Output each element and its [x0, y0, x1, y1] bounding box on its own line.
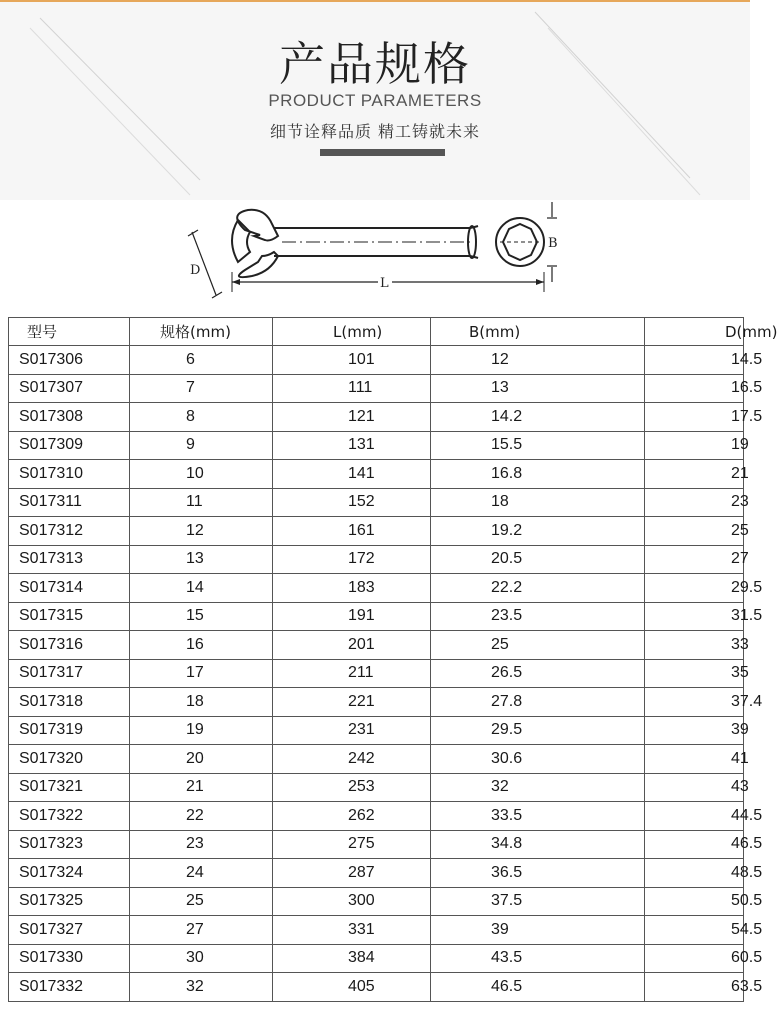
- table-header-row: [9, 318, 744, 346]
- table-row: [9, 973, 744, 1002]
- cell-d: 43: [645, 773, 744, 802]
- cell-d: 50.5: [645, 887, 744, 916]
- cell-size: 8: [130, 403, 273, 432]
- wrench-handle: [274, 226, 478, 258]
- table-row: [9, 944, 744, 973]
- table-row: [9, 887, 744, 916]
- cell-model: S017317: [9, 659, 130, 688]
- table-row: [9, 745, 744, 774]
- cell-length: 262: [273, 802, 431, 831]
- cell-d: 39: [645, 716, 744, 745]
- table-row: [9, 659, 744, 688]
- cell-length: 101: [273, 346, 431, 375]
- table-row: [9, 859, 744, 888]
- cell-length: 253: [273, 773, 431, 802]
- table-row: [9, 431, 744, 460]
- cell-model: S017332: [9, 973, 130, 1002]
- cell-length: 183: [273, 574, 431, 603]
- cell-model: S017315: [9, 602, 130, 631]
- cell-size: 14: [130, 574, 273, 603]
- cell-d: 46.5: [645, 830, 744, 859]
- cell-size: 16: [130, 631, 273, 660]
- cell-b: 30.6: [431, 745, 645, 774]
- dimension-b-label: B: [548, 236, 558, 251]
- header-length: L(mm): [273, 318, 431, 346]
- cell-b: 22.2: [431, 574, 645, 603]
- cell-d: 37.4: [645, 688, 744, 717]
- cell-model: S017314: [9, 574, 130, 603]
- cell-model: S017323: [9, 830, 130, 859]
- cell-length: 287: [273, 859, 431, 888]
- cell-b: 13: [431, 374, 645, 403]
- table-row: [9, 545, 744, 574]
- cell-model: S017309: [9, 431, 130, 460]
- table-body: [9, 346, 763, 1002]
- cell-length: 242: [273, 745, 431, 774]
- header-b: B(mm): [431, 318, 645, 346]
- table-row: [9, 574, 744, 603]
- cell-size: 30: [130, 944, 273, 973]
- table-row: [9, 773, 744, 802]
- cell-length: 275: [273, 830, 431, 859]
- cell-d: 48.5: [645, 859, 744, 888]
- cell-length: 231: [273, 716, 431, 745]
- cell-model: S017322: [9, 802, 130, 831]
- cell-b: 46.5: [431, 973, 645, 1002]
- cell-size: 17: [130, 659, 273, 688]
- cell-model: S017324: [9, 859, 130, 888]
- cell-size: 20: [130, 745, 273, 774]
- cell-model: S017319: [9, 716, 130, 745]
- cell-model: S017310: [9, 460, 130, 489]
- table-row: [9, 374, 744, 403]
- table-row: [9, 460, 744, 489]
- cell-length: 300: [273, 887, 431, 916]
- cell-length: 131: [273, 431, 431, 460]
- dimension-d-label: D: [190, 263, 201, 278]
- cell-b: 14.2: [431, 403, 645, 432]
- cell-d: 54.5: [645, 916, 744, 945]
- cell-d: 41: [645, 745, 744, 774]
- cell-model: S017306: [9, 346, 130, 375]
- cell-b: 12: [431, 346, 645, 375]
- table-row: [9, 688, 744, 717]
- cell-size: 27: [130, 916, 273, 945]
- cell-b: 16.8: [431, 460, 645, 489]
- cell-d: 63.5: [645, 973, 744, 1002]
- cell-length: 191: [273, 602, 431, 631]
- cell-size: 32: [130, 973, 273, 1002]
- cell-size: 13: [130, 545, 273, 574]
- header-model: 型号: [9, 318, 130, 346]
- cell-b: 32: [431, 773, 645, 802]
- cell-length: 405: [273, 973, 431, 1002]
- cell-length: 121: [273, 403, 431, 432]
- cell-b: 20.5: [431, 545, 645, 574]
- header-banner: [0, 0, 750, 200]
- cell-model: S017307: [9, 374, 130, 403]
- cell-d: 25: [645, 517, 744, 546]
- cell-d: 44.5: [645, 802, 744, 831]
- cell-size: 19: [130, 716, 273, 745]
- table-row: [9, 403, 744, 432]
- cell-b: 39: [431, 916, 645, 945]
- cell-size: 15: [130, 602, 273, 631]
- cell-size: 7: [130, 374, 273, 403]
- cell-model: S017308: [9, 403, 130, 432]
- cell-length: 111: [273, 374, 431, 403]
- cell-length: 141: [273, 460, 431, 489]
- cell-length: 161: [273, 517, 431, 546]
- cell-d: 14.5: [645, 346, 744, 375]
- cell-b: 33.5: [431, 802, 645, 831]
- cell-model: S017320: [9, 745, 130, 774]
- cell-length: 221: [273, 688, 431, 717]
- cell-b: 19.2: [431, 517, 645, 546]
- table-row: [9, 346, 744, 375]
- cell-length: 331: [273, 916, 431, 945]
- cell-size: 23: [130, 830, 273, 859]
- cell-size: 22: [130, 802, 273, 831]
- table-row: [9, 631, 744, 660]
- table-row: [9, 916, 744, 945]
- table-row: [9, 716, 744, 745]
- cell-model: S017312: [9, 517, 130, 546]
- table-row: [9, 602, 744, 631]
- cell-d: 60.5: [645, 944, 744, 973]
- cell-size: 24: [130, 859, 273, 888]
- page-title: 产品规格: [279, 37, 471, 91]
- title-underline: [320, 149, 445, 156]
- cell-size: 21: [130, 773, 273, 802]
- wrench-diagram: [170, 200, 580, 310]
- cell-b: 34.8: [431, 830, 645, 859]
- cell-length: 384: [273, 944, 431, 973]
- cell-model: S017313: [9, 545, 130, 574]
- table-row: [9, 517, 744, 546]
- cell-size: 25: [130, 887, 273, 916]
- cell-size: 12: [130, 517, 273, 546]
- cell-b: 25: [431, 631, 645, 660]
- cell-d: 31.5: [645, 602, 744, 631]
- subtitle-english: PRODUCT PARAMETERS: [268, 91, 482, 110]
- table-row: [9, 802, 744, 831]
- cell-length: 211: [273, 659, 431, 688]
- cell-model: S017327: [9, 916, 130, 945]
- cell-b: 37.5: [431, 887, 645, 916]
- cell-size: 6: [130, 346, 273, 375]
- cell-b: 23.5: [431, 602, 645, 631]
- cell-b: 43.5: [431, 944, 645, 973]
- subtitle-chinese: 细节诠释品质 精工铸就未来: [269, 122, 481, 141]
- cell-d: 29.5: [645, 574, 744, 603]
- cell-d: 33: [645, 631, 744, 660]
- cell-model: S017311: [9, 488, 130, 517]
- header-d: D(mm): [645, 318, 744, 346]
- cell-b: 27.8: [431, 688, 645, 717]
- cell-size: 10: [130, 460, 273, 489]
- cell-model: S017318: [9, 688, 130, 717]
- cell-b: 18: [431, 488, 645, 517]
- cell-length: 152: [273, 488, 431, 517]
- cell-b: 29.5: [431, 716, 645, 745]
- cell-b: 26.5: [431, 659, 645, 688]
- table-row: [9, 830, 744, 859]
- cell-size: 11: [130, 488, 273, 517]
- cell-b: 36.5: [431, 859, 645, 888]
- cell-model: S017316: [9, 631, 130, 660]
- cell-d: 21: [645, 460, 744, 489]
- cell-length: 201: [273, 631, 431, 660]
- cell-model: S017330: [9, 944, 130, 973]
- wrench-open-end: [237, 210, 278, 277]
- cell-size: 18: [130, 688, 273, 717]
- spec-table: [8, 317, 777, 1002]
- cell-d: 17.5: [645, 403, 744, 432]
- cell-size: 9: [130, 431, 273, 460]
- cell-model: S017325: [9, 887, 130, 916]
- cell-b: 15.5: [431, 431, 645, 460]
- cell-length: 172: [273, 545, 431, 574]
- cell-d: 19: [645, 431, 744, 460]
- table-row: [9, 488, 744, 517]
- cell-d: 16.5: [645, 374, 744, 403]
- cell-d: 23: [645, 488, 744, 517]
- cell-model: S017321: [9, 773, 130, 802]
- cell-d: 27: [645, 545, 744, 574]
- dimension-l-label: L: [380, 276, 389, 291]
- cell-d: 35: [645, 659, 744, 688]
- header-size: 规格(mm): [130, 318, 273, 346]
